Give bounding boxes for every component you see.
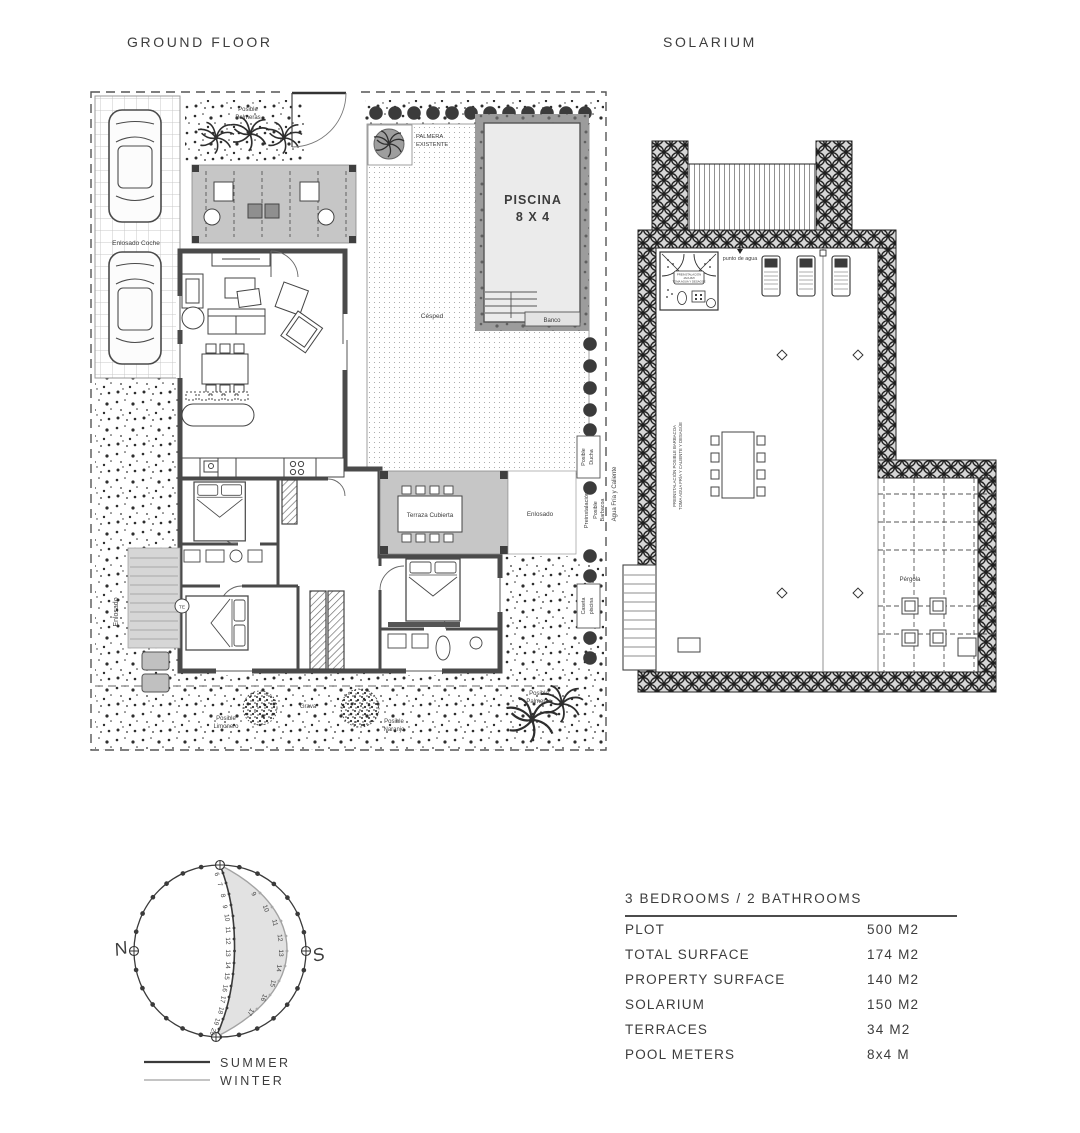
bed-bench [388, 622, 460, 627]
spec-value: 140 M2 [867, 972, 920, 987]
joint-node [820, 250, 826, 256]
spec-label: TOTAL SURFACE [625, 947, 750, 962]
spec-value: 500 M2 [867, 922, 920, 937]
spec-value: 34 M2 [867, 1022, 911, 1037]
caseta-piscina-label: Caseta [581, 597, 587, 615]
caseta-piscina-label2: piscina [589, 597, 595, 615]
pergola-label: Pérgola [899, 577, 921, 583]
summer-hour: 14 [223, 961, 232, 969]
piscina-label: PISCINA [504, 193, 562, 207]
jacuzzi-label2: JACUZZI [683, 276, 695, 280]
winter-hour: 14 [274, 964, 283, 973]
car-icon [109, 110, 161, 222]
compass-sun-diagram [106, 856, 374, 1108]
enlosado-coche-label: Enlosado Coche [112, 240, 160, 247]
deck-bench [678, 638, 700, 652]
spec-label: SOLARIUM [625, 997, 706, 1012]
caseta-piscina-box [577, 584, 600, 628]
ground-floor-title: GROUND FLOOR [127, 34, 273, 50]
te-label: TE [178, 605, 186, 611]
summer-hour: 10 [222, 913, 231, 922]
pool [475, 114, 589, 331]
lemon-tree-icon [243, 691, 277, 725]
cesped-label: Césped [420, 313, 444, 320]
car-icon [109, 252, 161, 364]
spec-label: PROPERTY SURFACE [625, 972, 786, 987]
solarium-preinstalacion-label2: TOMA AGUA FRÍA Y CALIENTE Y DESAGÜE [678, 422, 683, 510]
winter-hour: 17 [245, 1006, 256, 1017]
summer-hour: 12 [223, 937, 232, 945]
punto-de-agua-label: punto de agua [722, 256, 758, 262]
jacuzzi-label: PREINSTALACIÓN [676, 272, 702, 277]
winter-hour: 9 [249, 890, 258, 898]
posible-limonero-label2: Limonero [213, 724, 239, 730]
grava-label: Grava [299, 704, 317, 710]
solarium-stair [623, 565, 656, 670]
posible-palmeras-top-label2: Palmeras [235, 115, 261, 121]
solarium-title: SOLARIUM [663, 34, 757, 50]
terraza-cubierta-label: Terraza Cubierta [406, 512, 454, 519]
carport [95, 96, 180, 378]
posible-palmeras-top-label: Posible [238, 107, 258, 113]
posible-ducha-label2: Ducha [589, 449, 595, 465]
summer-hour: 7 [215, 881, 224, 888]
winter-hour: 16 [258, 992, 268, 1003]
paved-area-east [508, 471, 576, 554]
specs-row-plot [625, 917, 957, 942]
jacuzzi [660, 252, 718, 310]
solarium-plan [622, 138, 1014, 696]
specs-row-total-surface [625, 942, 957, 967]
specs-header: 3 BEDROOMS / 2 BATHROOMS [625, 891, 957, 917]
posible-palmeras-bottom-label2: Palmeras [526, 699, 552, 705]
spec-value: 174 M2 [867, 947, 920, 962]
palmera-existente-label: PALMERA [416, 134, 444, 140]
bed-icon [406, 559, 460, 621]
bed-icon [194, 482, 245, 541]
spec-label: POOL METERS [625, 1047, 736, 1062]
enlosado-label: Enlosado [526, 511, 554, 518]
winter-hour: 15 [268, 979, 277, 988]
ground-floor-plan [88, 86, 624, 762]
winter-hour: 12 [275, 933, 284, 942]
summer-hour: 11 [223, 926, 232, 934]
summer-hour: 15 [222, 972, 231, 981]
summer-hour: 9 [220, 904, 229, 910]
posible-barbacoa-label: Posible [593, 501, 599, 519]
piscina-size-label: 8 X 4 [515, 210, 551, 224]
posible-barbacoa-label2: Barbacoa [600, 498, 606, 522]
summer-hour: 6 [212, 871, 221, 878]
winter-legend-label: WINTER [220, 1074, 285, 1088]
summer-hour: 17 [218, 995, 227, 1004]
kitchen [182, 458, 344, 477]
winter-hour: 13 [277, 949, 284, 957]
bed-icon [186, 596, 248, 650]
entry-ramp [688, 164, 816, 230]
sun-lounger-icon [832, 256, 850, 296]
front-porch [192, 165, 356, 243]
posible-naranjo-label: Posible [384, 719, 404, 725]
jacuzzi-label3: TOMA AGUA Y DESAGÜE [672, 279, 706, 284]
banco-label: Banco [543, 318, 561, 324]
specs-row-pool-meters [625, 1042, 957, 1067]
specs-table [625, 891, 957, 1067]
posible-ducha-box [577, 436, 600, 478]
summer-hour: 18 [216, 1005, 225, 1015]
preinstalacion-label: Preinstalación [584, 491, 590, 529]
summer-hour: 16 [220, 984, 229, 993]
agua-fria-caliente-label: Agua Fría y Caliente [612, 466, 618, 522]
spec-label: PLOT [625, 922, 666, 937]
summer-hour: 19 [211, 1016, 221, 1027]
south-label: S [310, 943, 327, 966]
orange-tree-icon [341, 689, 379, 727]
spec-label: TERRACES [625, 1022, 709, 1037]
spec-value: 8x4 M [867, 1047, 910, 1062]
summer-hour: 13 [223, 949, 232, 957]
posible-limonero-label: Posible [216, 716, 236, 722]
sun-lounger-icon [797, 256, 815, 296]
north-label: N [112, 937, 130, 960]
specs-row-terraces [625, 1017, 957, 1042]
summer-hour: 20 [207, 1026, 217, 1037]
specs-row-property-surface [625, 967, 957, 992]
solarium-preinstalacion-label: PREINSTALACIÓN POSIBLE BARBACOA [672, 425, 677, 507]
specs-row-solarium [625, 992, 957, 1017]
winter-hour: 10 [260, 903, 270, 914]
posible-naranjo-label2: Naranjo [383, 727, 405, 733]
enlosado-left-label: Enlosado [113, 597, 120, 627]
palmera-existente-label2: EXISTENTE [416, 142, 449, 148]
summer-legend-label: SUMMER [220, 1056, 291, 1070]
covered-terrace [380, 471, 508, 554]
summer-hour: 8 [218, 893, 227, 899]
posible-palmeras-bottom-label: Posible [529, 691, 549, 697]
winter-hour: 11 [270, 918, 279, 927]
posible-ducha-label: Posible [581, 448, 587, 466]
sun-legend [144, 1056, 291, 1088]
spec-value: 150 M2 [867, 997, 920, 1012]
sun-lounger-icon [762, 256, 780, 296]
